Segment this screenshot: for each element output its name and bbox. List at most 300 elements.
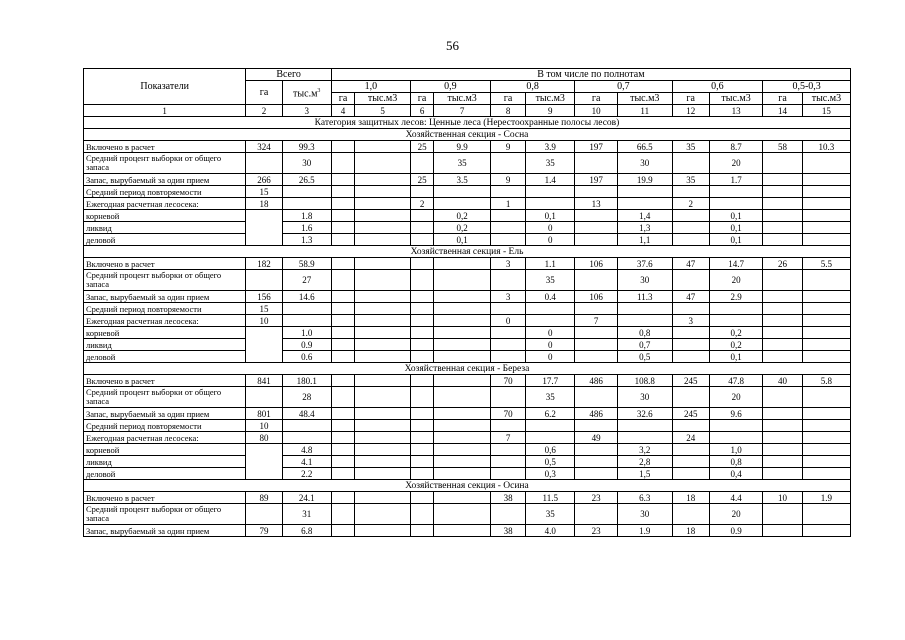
table-cell: 0,2 bbox=[709, 327, 762, 339]
table-cell: 197 bbox=[575, 141, 618, 153]
row-label: Ежегодная расчетная лесосека: bbox=[84, 432, 246, 444]
table-cell: 26 bbox=[763, 258, 803, 270]
table-row bbox=[84, 258, 851, 270]
table-cell bbox=[618, 186, 672, 198]
table-cell: 266 bbox=[246, 174, 282, 186]
table-cell bbox=[355, 153, 411, 174]
table-cell: 3.5 bbox=[434, 174, 491, 186]
table-cell: 58 bbox=[763, 141, 803, 153]
table-row bbox=[84, 222, 851, 234]
table-cell bbox=[490, 339, 525, 351]
column-number: 6 bbox=[410, 105, 434, 117]
table-cell: 1.0 bbox=[282, 327, 331, 339]
table-cell bbox=[802, 234, 850, 246]
header-total-ha: га bbox=[246, 81, 282, 105]
table-cell bbox=[575, 387, 618, 408]
table-cell bbox=[331, 387, 355, 408]
table-cell bbox=[526, 198, 575, 210]
table-cell bbox=[490, 327, 525, 339]
table-cell bbox=[355, 270, 411, 291]
table-cell bbox=[410, 210, 434, 222]
section-title-row bbox=[84, 246, 851, 258]
table-cell bbox=[331, 270, 355, 291]
table-cell bbox=[355, 198, 411, 210]
table-cell bbox=[802, 198, 850, 210]
table-cell bbox=[672, 210, 709, 222]
table-cell bbox=[355, 387, 411, 408]
table-cell bbox=[434, 351, 491, 363]
header-density: 0,9 bbox=[410, 81, 490, 93]
table-cell: 801 bbox=[246, 408, 282, 420]
table-cell: 1,3 bbox=[618, 222, 672, 234]
table-cell bbox=[575, 186, 618, 198]
table-cell bbox=[763, 315, 803, 327]
table-cell bbox=[672, 234, 709, 246]
table-cell bbox=[763, 420, 803, 432]
table-cell bbox=[575, 504, 618, 525]
table-cell: 1.4 bbox=[526, 174, 575, 186]
table-cell bbox=[802, 456, 850, 468]
table-cell bbox=[434, 525, 491, 537]
table-cell bbox=[575, 468, 618, 480]
table-cell bbox=[802, 444, 850, 456]
table-cell bbox=[355, 492, 411, 504]
table-row bbox=[84, 315, 851, 327]
table-cell bbox=[331, 234, 355, 246]
table-cell bbox=[355, 444, 411, 456]
table-cell bbox=[802, 504, 850, 525]
table-cell: 0.6 bbox=[282, 351, 331, 363]
header-total-m3: $тыс.м^3$ bbox=[282, 81, 331, 105]
table-cell: 9 bbox=[490, 141, 525, 153]
row-label: Включено в расчет bbox=[84, 141, 246, 153]
table-cell: 30 bbox=[618, 387, 672, 408]
table-cell bbox=[672, 420, 709, 432]
table-cell bbox=[410, 291, 434, 303]
table-cell: 35 bbox=[672, 141, 709, 153]
table-cell: 66.5 bbox=[618, 141, 672, 153]
table-cell bbox=[575, 444, 618, 456]
table-row bbox=[84, 468, 851, 480]
column-numbers-row bbox=[84, 105, 851, 117]
table-cell bbox=[331, 303, 355, 315]
row-label: Средний процент выборки от общего запаса bbox=[84, 504, 246, 525]
table-cell bbox=[355, 327, 411, 339]
table-cell bbox=[434, 375, 491, 387]
table-cell bbox=[410, 186, 434, 198]
row-label: ликвид bbox=[84, 339, 246, 351]
table-cell bbox=[355, 339, 411, 351]
table-cell bbox=[410, 303, 434, 315]
table-cell bbox=[763, 525, 803, 537]
table-cell: 245 bbox=[672, 375, 709, 387]
table-cell: 40 bbox=[763, 375, 803, 387]
table-cell: 0 bbox=[526, 351, 575, 363]
table-cell: 26.5 bbox=[282, 174, 331, 186]
table-cell: 6.8 bbox=[282, 525, 331, 537]
table-cell bbox=[434, 408, 491, 420]
table-cell: 0,7 bbox=[618, 339, 672, 351]
table-cell bbox=[246, 270, 282, 291]
table-cell bbox=[434, 468, 491, 480]
header-total: Всего bbox=[246, 69, 331, 81]
table-cell bbox=[355, 234, 411, 246]
table-cell: 35 bbox=[434, 153, 491, 174]
table-cell: 0,1 bbox=[434, 234, 491, 246]
table-cell bbox=[490, 234, 525, 246]
table-cell bbox=[434, 291, 491, 303]
table-cell: 9.9 bbox=[434, 141, 491, 153]
table-cell bbox=[355, 303, 411, 315]
category-row bbox=[84, 117, 851, 129]
table-cell: 48.4 bbox=[282, 408, 331, 420]
table-cell bbox=[331, 315, 355, 327]
table-cell: 108.8 bbox=[618, 375, 672, 387]
table-row bbox=[84, 504, 851, 525]
table-cell bbox=[434, 432, 491, 444]
table-cell bbox=[672, 339, 709, 351]
header-m3: тыс.м3 bbox=[526, 93, 575, 105]
table-cell bbox=[410, 234, 434, 246]
table-cell: 0,8 bbox=[709, 456, 762, 468]
table-cell bbox=[490, 420, 525, 432]
table-cell: 27 bbox=[282, 270, 331, 291]
table-cell bbox=[331, 504, 355, 525]
table-cell bbox=[490, 270, 525, 291]
table-row bbox=[84, 432, 851, 444]
table-cell: 156 bbox=[246, 291, 282, 303]
table-cell: 11.3 bbox=[618, 291, 672, 303]
table-cell: 80 bbox=[246, 432, 282, 444]
table-cell bbox=[410, 492, 434, 504]
header-density: 0,6 bbox=[672, 81, 763, 93]
table-cell: 4.1 bbox=[282, 456, 331, 468]
table-cell bbox=[355, 222, 411, 234]
table-cell bbox=[575, 327, 618, 339]
section-title: Хозяйственная секция - Осина bbox=[84, 480, 851, 492]
table-cell bbox=[434, 444, 491, 456]
table-cell bbox=[410, 270, 434, 291]
table-cell bbox=[331, 153, 355, 174]
table-cell bbox=[355, 141, 411, 153]
table-cell: 20 bbox=[709, 270, 762, 291]
table-cell: 6.3 bbox=[618, 492, 672, 504]
table-cell: 10 bbox=[763, 492, 803, 504]
table-cell: 19.9 bbox=[618, 174, 672, 186]
table-cell: 13 bbox=[575, 198, 618, 210]
table-cell: 0 bbox=[490, 315, 525, 327]
table-cell: 18 bbox=[672, 525, 709, 537]
table-cell bbox=[802, 351, 850, 363]
header-m3: тыс.м3 bbox=[434, 93, 491, 105]
merged-ha-cell bbox=[246, 444, 282, 480]
row-label: Включено в расчет bbox=[84, 375, 246, 387]
table-cell bbox=[490, 444, 525, 456]
table-cell bbox=[618, 432, 672, 444]
table-cell bbox=[434, 504, 491, 525]
table-cell bbox=[490, 504, 525, 525]
table-cell bbox=[331, 525, 355, 537]
table-cell bbox=[709, 186, 762, 198]
table-cell: 35 bbox=[526, 387, 575, 408]
table-cell bbox=[763, 153, 803, 174]
table-cell: 106 bbox=[575, 258, 618, 270]
table-cell bbox=[672, 270, 709, 291]
row-label: деловой bbox=[84, 468, 246, 480]
table-cell: 10.3 bbox=[802, 141, 850, 153]
table-cell bbox=[802, 525, 850, 537]
table-cell: 99.3 bbox=[282, 141, 331, 153]
column-number: 7 bbox=[434, 105, 491, 117]
table-cell bbox=[331, 468, 355, 480]
table-cell: 0,2 bbox=[434, 210, 491, 222]
table-cell bbox=[672, 387, 709, 408]
table-cell bbox=[618, 198, 672, 210]
row-label: корневой bbox=[84, 327, 246, 339]
table-cell bbox=[709, 303, 762, 315]
table-cell bbox=[331, 186, 355, 198]
table-cell: 35 bbox=[672, 174, 709, 186]
row-label: Средний период повторяемости bbox=[84, 186, 246, 198]
row-label: Ежегодная расчетная лесосека: bbox=[84, 315, 246, 327]
table-cell: 0,1 bbox=[709, 210, 762, 222]
table-cell bbox=[672, 186, 709, 198]
table-cell: 4.4 bbox=[709, 492, 762, 504]
table-cell: 0,1 bbox=[709, 351, 762, 363]
table-cell bbox=[410, 258, 434, 270]
table-cell bbox=[434, 456, 491, 468]
row-label: Средний процент выборки от общего запаса bbox=[84, 270, 246, 291]
table-cell bbox=[763, 174, 803, 186]
table-cell bbox=[434, 303, 491, 315]
table-row bbox=[84, 198, 851, 210]
table-cell: 30 bbox=[618, 504, 672, 525]
section-title-row bbox=[84, 480, 851, 492]
table-cell: 1 bbox=[490, 198, 525, 210]
row-label: Запас, вырубаемый за один прием bbox=[84, 408, 246, 420]
header-ha: га bbox=[763, 93, 803, 105]
table-cell bbox=[434, 327, 491, 339]
table-cell bbox=[331, 327, 355, 339]
table-cell: 0,1 bbox=[709, 222, 762, 234]
table-cell bbox=[763, 327, 803, 339]
table-cell: 20 bbox=[709, 153, 762, 174]
table-cell: 49 bbox=[575, 432, 618, 444]
table-cell: 1,1 bbox=[618, 234, 672, 246]
table-cell: 3 bbox=[490, 291, 525, 303]
table-cell bbox=[575, 210, 618, 222]
table-cell bbox=[672, 504, 709, 525]
table-cell bbox=[355, 420, 411, 432]
table-cell bbox=[331, 420, 355, 432]
table-cell: 0 bbox=[526, 339, 575, 351]
column-number: 5 bbox=[355, 105, 411, 117]
table-cell: 35 bbox=[526, 504, 575, 525]
merged-ha-cell bbox=[246, 210, 282, 246]
table-cell bbox=[490, 186, 525, 198]
column-number: 14 bbox=[763, 105, 803, 117]
table-cell: 18 bbox=[246, 198, 282, 210]
table-cell bbox=[410, 315, 434, 327]
table-cell bbox=[331, 408, 355, 420]
table-cell bbox=[672, 351, 709, 363]
table-cell bbox=[434, 420, 491, 432]
table-cell bbox=[575, 153, 618, 174]
table-cell bbox=[490, 222, 525, 234]
table-cell bbox=[331, 444, 355, 456]
table-cell bbox=[331, 351, 355, 363]
table-cell bbox=[763, 387, 803, 408]
table-cell: 20 bbox=[709, 387, 762, 408]
table-cell: 58.9 bbox=[282, 258, 331, 270]
table-row bbox=[84, 444, 851, 456]
table-cell bbox=[672, 468, 709, 480]
table-cell: 0.9 bbox=[709, 525, 762, 537]
table-cell bbox=[355, 174, 411, 186]
table-cell: 1,4 bbox=[618, 210, 672, 222]
row-label: Средний период повторяемости bbox=[84, 420, 246, 432]
header-ha: га bbox=[575, 93, 618, 105]
table-cell: 2 bbox=[410, 198, 434, 210]
row-label: Запас, вырубаемый за один прием bbox=[84, 291, 246, 303]
table-cell: 10 bbox=[246, 315, 282, 327]
harvest-table bbox=[83, 68, 851, 537]
table-cell bbox=[331, 492, 355, 504]
table-cell bbox=[331, 375, 355, 387]
table-cell: 3.9 bbox=[526, 141, 575, 153]
table-cell bbox=[802, 186, 850, 198]
column-number: 13 bbox=[709, 105, 762, 117]
table-row bbox=[84, 174, 851, 186]
table-row bbox=[84, 303, 851, 315]
header-density: 1,0 bbox=[331, 81, 410, 93]
header-ha: га bbox=[672, 93, 709, 105]
header-ha: га bbox=[410, 93, 434, 105]
table-cell bbox=[672, 327, 709, 339]
column-number: 8 bbox=[490, 105, 525, 117]
table-cell bbox=[331, 141, 355, 153]
table-cell bbox=[575, 351, 618, 363]
table-cell bbox=[672, 303, 709, 315]
table-cell: 2,8 bbox=[618, 456, 672, 468]
table-cell bbox=[331, 258, 355, 270]
header-m3: тыс.м3 bbox=[802, 93, 850, 105]
table-cell: 30 bbox=[618, 270, 672, 291]
column-number: 1 bbox=[84, 105, 246, 117]
column-number: 9 bbox=[526, 105, 575, 117]
table-cell bbox=[709, 432, 762, 444]
table-cell bbox=[618, 315, 672, 327]
table-cell bbox=[575, 456, 618, 468]
table-cell bbox=[355, 375, 411, 387]
table-cell bbox=[355, 432, 411, 444]
table-cell bbox=[802, 408, 850, 420]
table-cell: 0,2 bbox=[709, 339, 762, 351]
table-row bbox=[84, 387, 851, 408]
table-cell: 30 bbox=[618, 153, 672, 174]
table-cell: 6.2 bbox=[526, 408, 575, 420]
table-cell: 245 bbox=[672, 408, 709, 420]
row-label: ликвид bbox=[84, 456, 246, 468]
table-cell: 1.6 bbox=[282, 222, 331, 234]
table-row bbox=[84, 234, 851, 246]
table-cell bbox=[526, 420, 575, 432]
table-cell: 3,2 bbox=[618, 444, 672, 456]
table-cell bbox=[355, 291, 411, 303]
table-cell bbox=[434, 198, 491, 210]
table-cell bbox=[618, 420, 672, 432]
page-number: 56 bbox=[446, 38, 459, 53]
header-indicators: Показатели bbox=[84, 69, 246, 105]
table-cell bbox=[246, 387, 282, 408]
table-body bbox=[84, 117, 851, 537]
table-cell bbox=[709, 198, 762, 210]
table-cell bbox=[490, 387, 525, 408]
table-row bbox=[84, 186, 851, 198]
table-cell bbox=[526, 432, 575, 444]
table-cell bbox=[672, 456, 709, 468]
table-cell: 0,4 bbox=[709, 468, 762, 480]
header-m3: тыс.м3 bbox=[709, 93, 762, 105]
table-cell: 9.6 bbox=[709, 408, 762, 420]
header-ha: га bbox=[490, 93, 525, 105]
category-title: Категория защитных лесов: Ценные леса (Нерестоохранные полосы лесов) bbox=[84, 117, 851, 129]
table-row bbox=[84, 492, 851, 504]
column-number: 10 bbox=[575, 105, 618, 117]
header-including: В том числе по полнотам bbox=[331, 69, 850, 81]
table-cell: 0,6 bbox=[526, 444, 575, 456]
table-cell: 9 bbox=[490, 174, 525, 186]
header-m3: тыс.м3 bbox=[618, 93, 672, 105]
table-cell bbox=[246, 153, 282, 174]
table-cell bbox=[802, 315, 850, 327]
table-cell: 11.5 bbox=[526, 492, 575, 504]
table-cell: 4.8 bbox=[282, 444, 331, 456]
table-cell bbox=[763, 408, 803, 420]
section-title: Хозяйственная секция - Сосна bbox=[84, 129, 851, 141]
table-cell bbox=[763, 468, 803, 480]
table-cell bbox=[763, 186, 803, 198]
table-cell bbox=[355, 408, 411, 420]
table-cell bbox=[802, 222, 850, 234]
table-cell: 2.9 bbox=[709, 291, 762, 303]
table-cell: 0 bbox=[526, 327, 575, 339]
table-cell: 1,0 bbox=[709, 444, 762, 456]
table-cell: 23 bbox=[575, 492, 618, 504]
table-row bbox=[84, 420, 851, 432]
header-ha: га bbox=[331, 93, 355, 105]
table-cell: 3 bbox=[490, 258, 525, 270]
table-cell bbox=[526, 303, 575, 315]
table-cell bbox=[434, 258, 491, 270]
table-cell bbox=[490, 456, 525, 468]
table-cell bbox=[763, 270, 803, 291]
table-cell bbox=[410, 420, 434, 432]
table-cell bbox=[246, 504, 282, 525]
table-cell: 182 bbox=[246, 258, 282, 270]
section-title-row bbox=[84, 129, 851, 141]
table-cell bbox=[434, 315, 491, 327]
table-cell: 47 bbox=[672, 291, 709, 303]
row-label: Запас, вырубаемый за один прием bbox=[84, 525, 246, 537]
table-cell bbox=[331, 198, 355, 210]
table-cell bbox=[575, 339, 618, 351]
table-cell bbox=[575, 303, 618, 315]
table-cell bbox=[490, 351, 525, 363]
table-cell: 32.6 bbox=[618, 408, 672, 420]
table-cell: 1.9 bbox=[802, 492, 850, 504]
table-cell: 1.3 bbox=[282, 234, 331, 246]
